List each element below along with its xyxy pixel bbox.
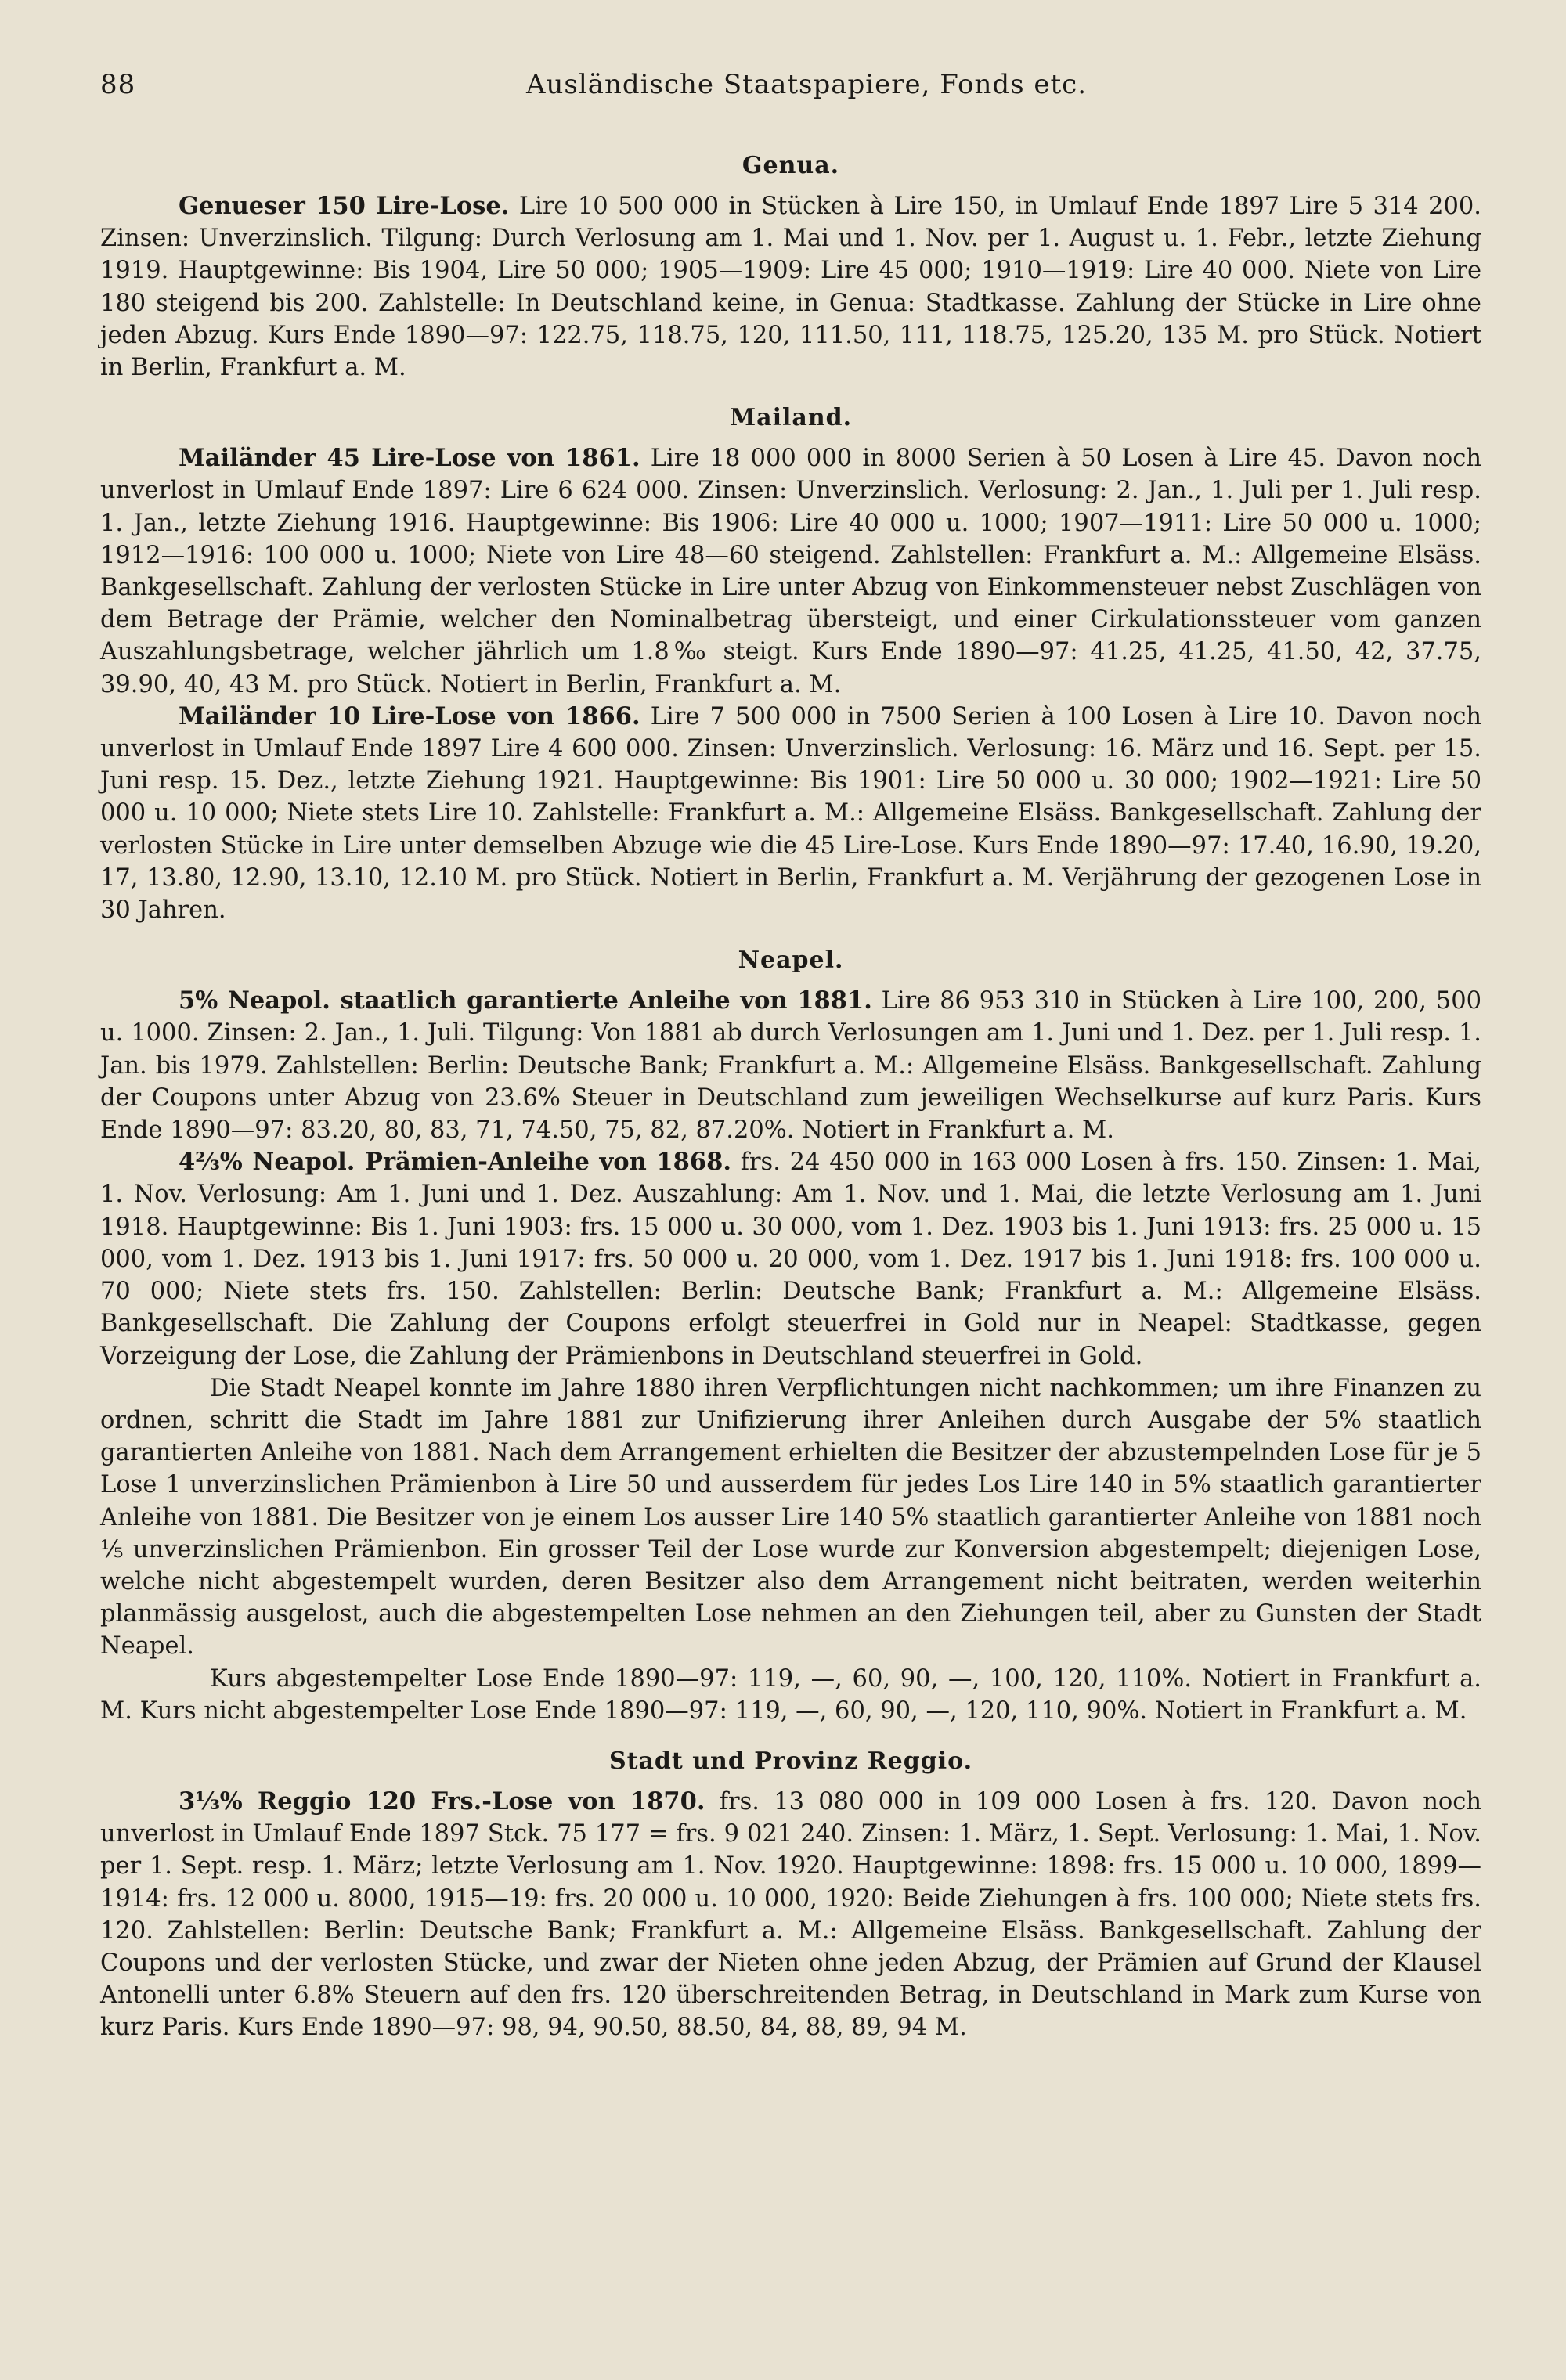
entry-heading: 3⅓% Reggio 120 Frs.-Lose von 1870. xyxy=(179,1787,705,1816)
entry-body: frs. 13 080 000 in 109 000 Losen à frs. 120. Davon noch unverlost in Umlauf Ende 1897 Stck. 75 177 = frs. 9 021 240. Zinsen: 1. März, 1. Sept. Verlosung: 1. Mai, 1. Nov. per 1. Sept. resp. 1. März; letzte Verlosung am 1. Nov. 1920. Hauptgewinne: 1898: frs. 15 000 u. 10 000, 1899—1914: frs. 12 000 u. 8000, 1915—19: frs. 20 000 u. 10 000, 1920: Beide Ziehungen à frs. 100 000; Niete stets frs. 120. Zahlstellen: Berlin: Deutsche Bank; Frankfurt a. M.: Allgemeine Elsäss. Bankgesellschaft. Zahlung der Coupons und der verlosten Stücke, und zwar der Nieten ohne jeden Abzug, der Prämien auf Grund der Klausel Antonelli unter 6.8% Steuern auf den frs. 120 überschreitenden Betrag, in Deutschland in Mark zum Kurse von kurz Paris. Kurs Ende 1890—97: 98, 94, 90.50, 88.50, 84, 88, 89, 94 M. xyxy=(100,1787,1481,2042)
entry-heading: Genueser 150 Lire-Lose. xyxy=(179,192,510,220)
entry-heading: Mailänder 45 Lire-Lose von 1861. xyxy=(179,444,640,473)
section-title-mailand: Mailand. xyxy=(729,404,853,432)
entry-reggio-lose-1870 xyxy=(100,1786,1481,2044)
entry-mailaender-45-lire xyxy=(100,442,1481,701)
entry-mailaender-10-lire xyxy=(100,701,1481,926)
page-number: 88 xyxy=(100,69,136,100)
paragraph-body: Kurs abgestempelter Lose Ende 1890—97: 119, —, 60, 90, —, 100, 120, 110%. Notiert in Frankfurt a. M. Kurs nicht abgestempelter Lose Ende 1890—97: 119, —, 60, 90, —, 120, 110, 90%. Notiert in Frankfurt a. M. xyxy=(100,1664,1481,1725)
section-title-genua: Genua. xyxy=(742,152,840,179)
paragraph-neapel-kurs xyxy=(100,1663,1481,1727)
entry-genueser-lose xyxy=(100,190,1481,384)
running-title: Ausländische Staatspapiere, Fonds etc. xyxy=(525,69,1088,100)
entry-body: Lire 10 500 000 in Stücken à Lire 150, in Umlauf Ende 1897 Lire 5 314 200. Zinsen: Unverzinslich. Tilgung: Durch Verlosung am 1. Mai und 1. Nov. per 1. August u. 1. Febr., letzte Ziehung 1919. Hauptgewinne: Bis 1904, Lire 50 000; 1905—1909: Lire 45 000; 1910—1919: Lire 40 000. Niete von Lire 180 steigend bis 200. Zahlstelle: In Deutschland keine, in Genua: Stadtkasse. Zahlung der Stücke in Lire ohne jeden Abzug. Kurs Ende 1890—97: 122.75, 118.75, 120, 111.50, 111, 118.75, 125.20, 135 M. pro Stück. Notiert in Berlin, Frankfurt a. M. xyxy=(100,193,1481,382)
running-head xyxy=(100,69,1481,116)
paragraph-body: Die Stadt Neapel konnte im Jahre 1880 ihren Verpflichtungen nicht nachkommen; um ihre Finanzen zu ordnen, schritt die Stadt im Jahre 1881 zur Unifizierung ihrer Anleihen durch Ausgabe der 5% staatlich garantierten Anleihe von 1881. Nach dem Arrangement erhielten die Besitzer der abzustempelnden Lose für je 5 Lose 1 unverzinslichen Prämienbon à Lire 50 und ausserdem für jedes Los Lire 140 in 5% staatlich garantierter Anleihe von 1881. Die Besitzer von je einem Los ausser Lire 140 5% staatlich garantierter Anleihe von 1881 noch ⅕ unverzinslichen Prämienbon. Ein grosser Teil der Lose wurde zur Konversion abgestempelt; diejenigen Lose, welche nicht abgestempelt wurden, deren Besitzer also dem Arrangement nicht beitraten, werden weiterhin planmässig ausgelost, auch die abgestempelten Lose nehmen an den Ziehungen teil, aber zu Gunsten der Stadt Neapel. xyxy=(100,1374,1481,1661)
paragraph-neapel-history xyxy=(100,1372,1481,1663)
entry-body: Lire 86 953 310 in Stücken à Lire 100, 200, 500 u. 1000. Zinsen: 2. Jan., 1. Juli. Tilgung: Von 1881 ab durch Verlosungen am 1. Juni und 1. Dez. per 1. Juli resp. 1. Jan. bis 1979. Zahlstellen: Berlin: Deutsche Bank; Frankfurt a. M.: Allgemeine Elsäss. Bankgesellschaft. Zahlung der Coupons unter Abzug von 23.6% Steuer in Deutschland zum jeweiligen Wechselkurse auf kurz Paris. Kurs Ende 1890—97: 83.20, 80, 83, 71, 74.50, 75, 82, 87.20%. Notiert in Frankfurt a. M. xyxy=(100,987,1481,1145)
entry-body: Lire 18 000 000 in 8000 Serien à 50 Losen à Lire 45. Davon noch unverlost in Umlauf Ende 1897: Lire 6 624 000. Zinsen: Unverzinslich. Verlosung: 2. Jan., 1. Juli per 1. Juli resp. 1. Jan., letzte Ziehung 1916. Hauptgewinne: Bis 1906: Lire 40 000 u. 1000; 1907—1911: Lire 50 000 u. 1000; 1912—1916: 100 000 u. 1000; Niete von Lire 48—60 steigend. Zahlstellen: Frankfurt a. M.: Allgemeine Elsäss. Bankgesellschaft. Zahlung der verlosten Stücke in Lire unter Abzug von Einkommensteuer nebst Zuschlägen von dem Betrage der Prämie, welcher den Nominalbetrag übersteigt, und einer Cirkulationssteuer vom ganzen Auszahlungsbetrage, welcher jährlich um 1.8‰ steigt. Kurs Ende 1890—97: 41.25, 41.25, 41.50, 42, 37.75, 39.90, 40, 43 M. pro Stück. Notiert in Berlin, Frankfurt a. M. xyxy=(100,445,1481,698)
section-title-neapel: Neapel. xyxy=(738,947,844,975)
entry-body: Lire 7 500 000 in 7500 Serien à 100 Losen à Lire 10. Davon noch unverlost in Umlauf Ende 1897 Lire 4 600 000. Zinsen: Unverzinslich. Verlosung: 16. März und 16. Sept. per 15. Juni resp. 15. Dez., letzte Ziehung 1921. Hauptgewinne: Bis 1901: Lire 50 000 u. 30 000; 1902—1921: Lire 50 000 u. 10 000; Niete stets Lire 10. Zahlstelle: Frankfurt a. M.: Allgemeine Elsäss. Bankgesellschaft. Zahlung der verlosten Stücke in Lire unter demselben Abzuge wie die 45 Lire-Lose. Kurs Ende 1890—97: 17.40, 16.90, 19.20, 17, 13.80, 12.90, 13.10, 12.10 M. pro Stück. Notiert in Berlin, Frankfurt a. M. Verjährung der gezogenen Lose in 30 Jahren. xyxy=(100,702,1481,925)
entry-heading: 4⅔% Neapol. Prämien-Anleihe von 1868. xyxy=(179,1148,731,1177)
entry-body: frs. 24 450 000 in 163 000 Losen à frs. 150. Zinsen: 1. Mai, 1. Nov. Verlosung: Am 1. Juni und 1. Dez. Auszahlung: Am 1. Nov. und 1. Mai, die letzte Verlosung am 1. Juni 1918. Hauptgewinne: Bis 1. Juni 1903: frs. 15 000 u. 30 000, vom 1. Dez. 1903 bis 1. Juni 1913: frs. 25 000 u. 15 000, vom 1. Dez. 1913 bis 1. Juni 1917: frs. 50 000 u. 20 000, vom 1. Dez. 1917 bis 1. Juni 1918: frs. 100 000 u. 70 000; Niete stets frs. 150. Zahlstellen: Berlin: Deutsche Bank; Frankfurt a. M.: Allgemeine Elsäss. Bankgesellschaft. Die Zahlung der Coupons erfolgt steuerfrei in Gold nur in Neapel: Stadtkasse, gegen Vorzeigung der Lose, die Zahlung der Prämienbons in Deutschland steuerfrei in Gold. xyxy=(100,1149,1481,1370)
entry-heading: Mailänder 10 Lire-Lose von 1866. xyxy=(179,701,640,730)
entry-heading: 5% Neapol. staatlich garantierte Anleihe von 1881. xyxy=(179,986,872,1015)
section-title-reggio: Stadt und Provinz Reggio. xyxy=(608,1747,973,1775)
entry-neapel-praemien-1868 xyxy=(100,1146,1481,1372)
entry-neapel-anleihe-1881 xyxy=(100,985,1481,1146)
